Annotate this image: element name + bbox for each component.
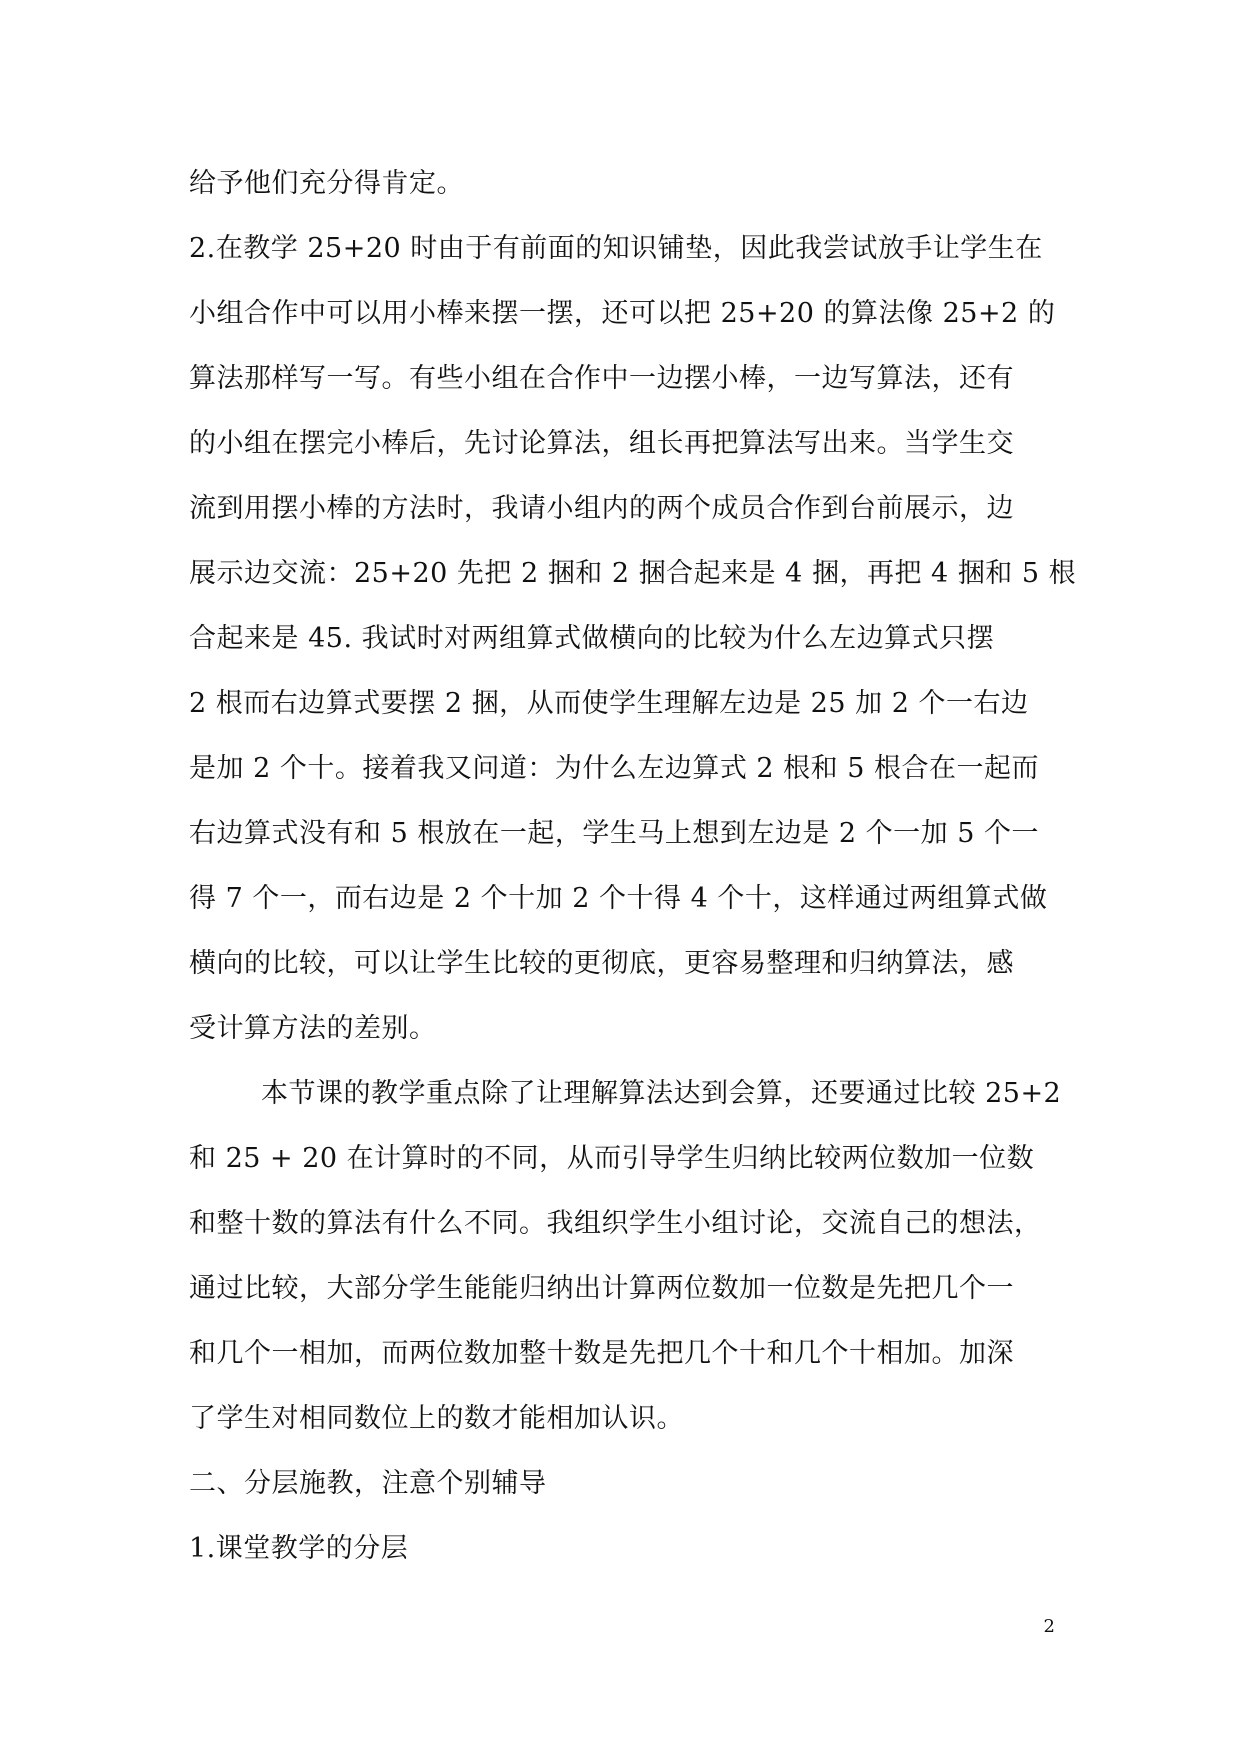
text-line: 横向的比较，可以让学生比较的更彻底，更容易整理和归纳算法，感 [189, 948, 1014, 979]
text-line: 通过比较，大部分学生能能归纳出计算两位数加一位数是先把几个一 [189, 1273, 1014, 1304]
section-heading: 二、分层施教，注意个别辅导 [189, 1468, 547, 1499]
text-line: 是加 2 个十。接着我又问道：为什么左边算式 2 根和 5 根合在一起而 [189, 753, 1040, 784]
text-line: 小组合作中可以用小棒来摆一摆，还可以把 25+20 的算法像 25+2 的 [189, 298, 1056, 329]
text-line: 得 7 个一，而右边是 2 个十加 2 个十得 4 个十，这样通过两组算式做 [189, 883, 1048, 914]
text-line: 和 25 + 20 在计算时的不同，从而引导学生归纳比较两位数加一位数 [189, 1143, 1035, 1174]
subsection-heading: 1.课堂教学的分层 [189, 1533, 409, 1564]
text-line: 了学生对相同数位上的数才能相加认识。 [189, 1403, 684, 1434]
text-line: 合起来是 45. 我试时对两组算式做横向的比较为什么左边算式只摆 [189, 623, 995, 654]
text-line: 右边算式没有和 5 根放在一起，学生马上想到左边是 2 个一加 5 个一 [189, 818, 1040, 849]
text-line: 和几个一相加，而两位数加整十数是先把几个十和几个十相加。加深 [189, 1338, 1014, 1369]
text-line: 给予他们充分得肯定。 [189, 168, 464, 199]
text-line: 和整十数的算法有什么不同。我组织学生小组讨论，交流自己的想法， [189, 1208, 1042, 1239]
text-line: 2 根而右边算式要摆 2 捆，从而使学生理解左边是 25 加 2 个一右边 [189, 688, 1029, 719]
text-line: 受计算方法的差别。 [189, 1013, 437, 1044]
page-number: 2 [1043, 1616, 1055, 1637]
text-line: 算法那样写一写。有些小组在合作中一边摆小棒，一边写算法，还有 [189, 363, 1014, 394]
text-line: 展示边交流：25+20 先把 2 捆和 2 捆合起来是 4 捆，再把 4 捆和 5 根 [189, 558, 1077, 589]
text-line: 2.在教学 25+20 时由于有前面的知识铺垫，因此我尝试放手让学生在 [189, 233, 1043, 264]
text-line: 流到用摆小棒的方法时，我请小组内的两个成员合作到台前展示，边 [189, 493, 1014, 524]
text-line: 本节课的教学重点除了让理解算法达到会算，还要通过比较 25+2 [261, 1078, 1062, 1109]
text-line: 的小组在摆完小棒后，先讨论算法，组长再把算法写出来。当学生交 [189, 428, 1014, 459]
